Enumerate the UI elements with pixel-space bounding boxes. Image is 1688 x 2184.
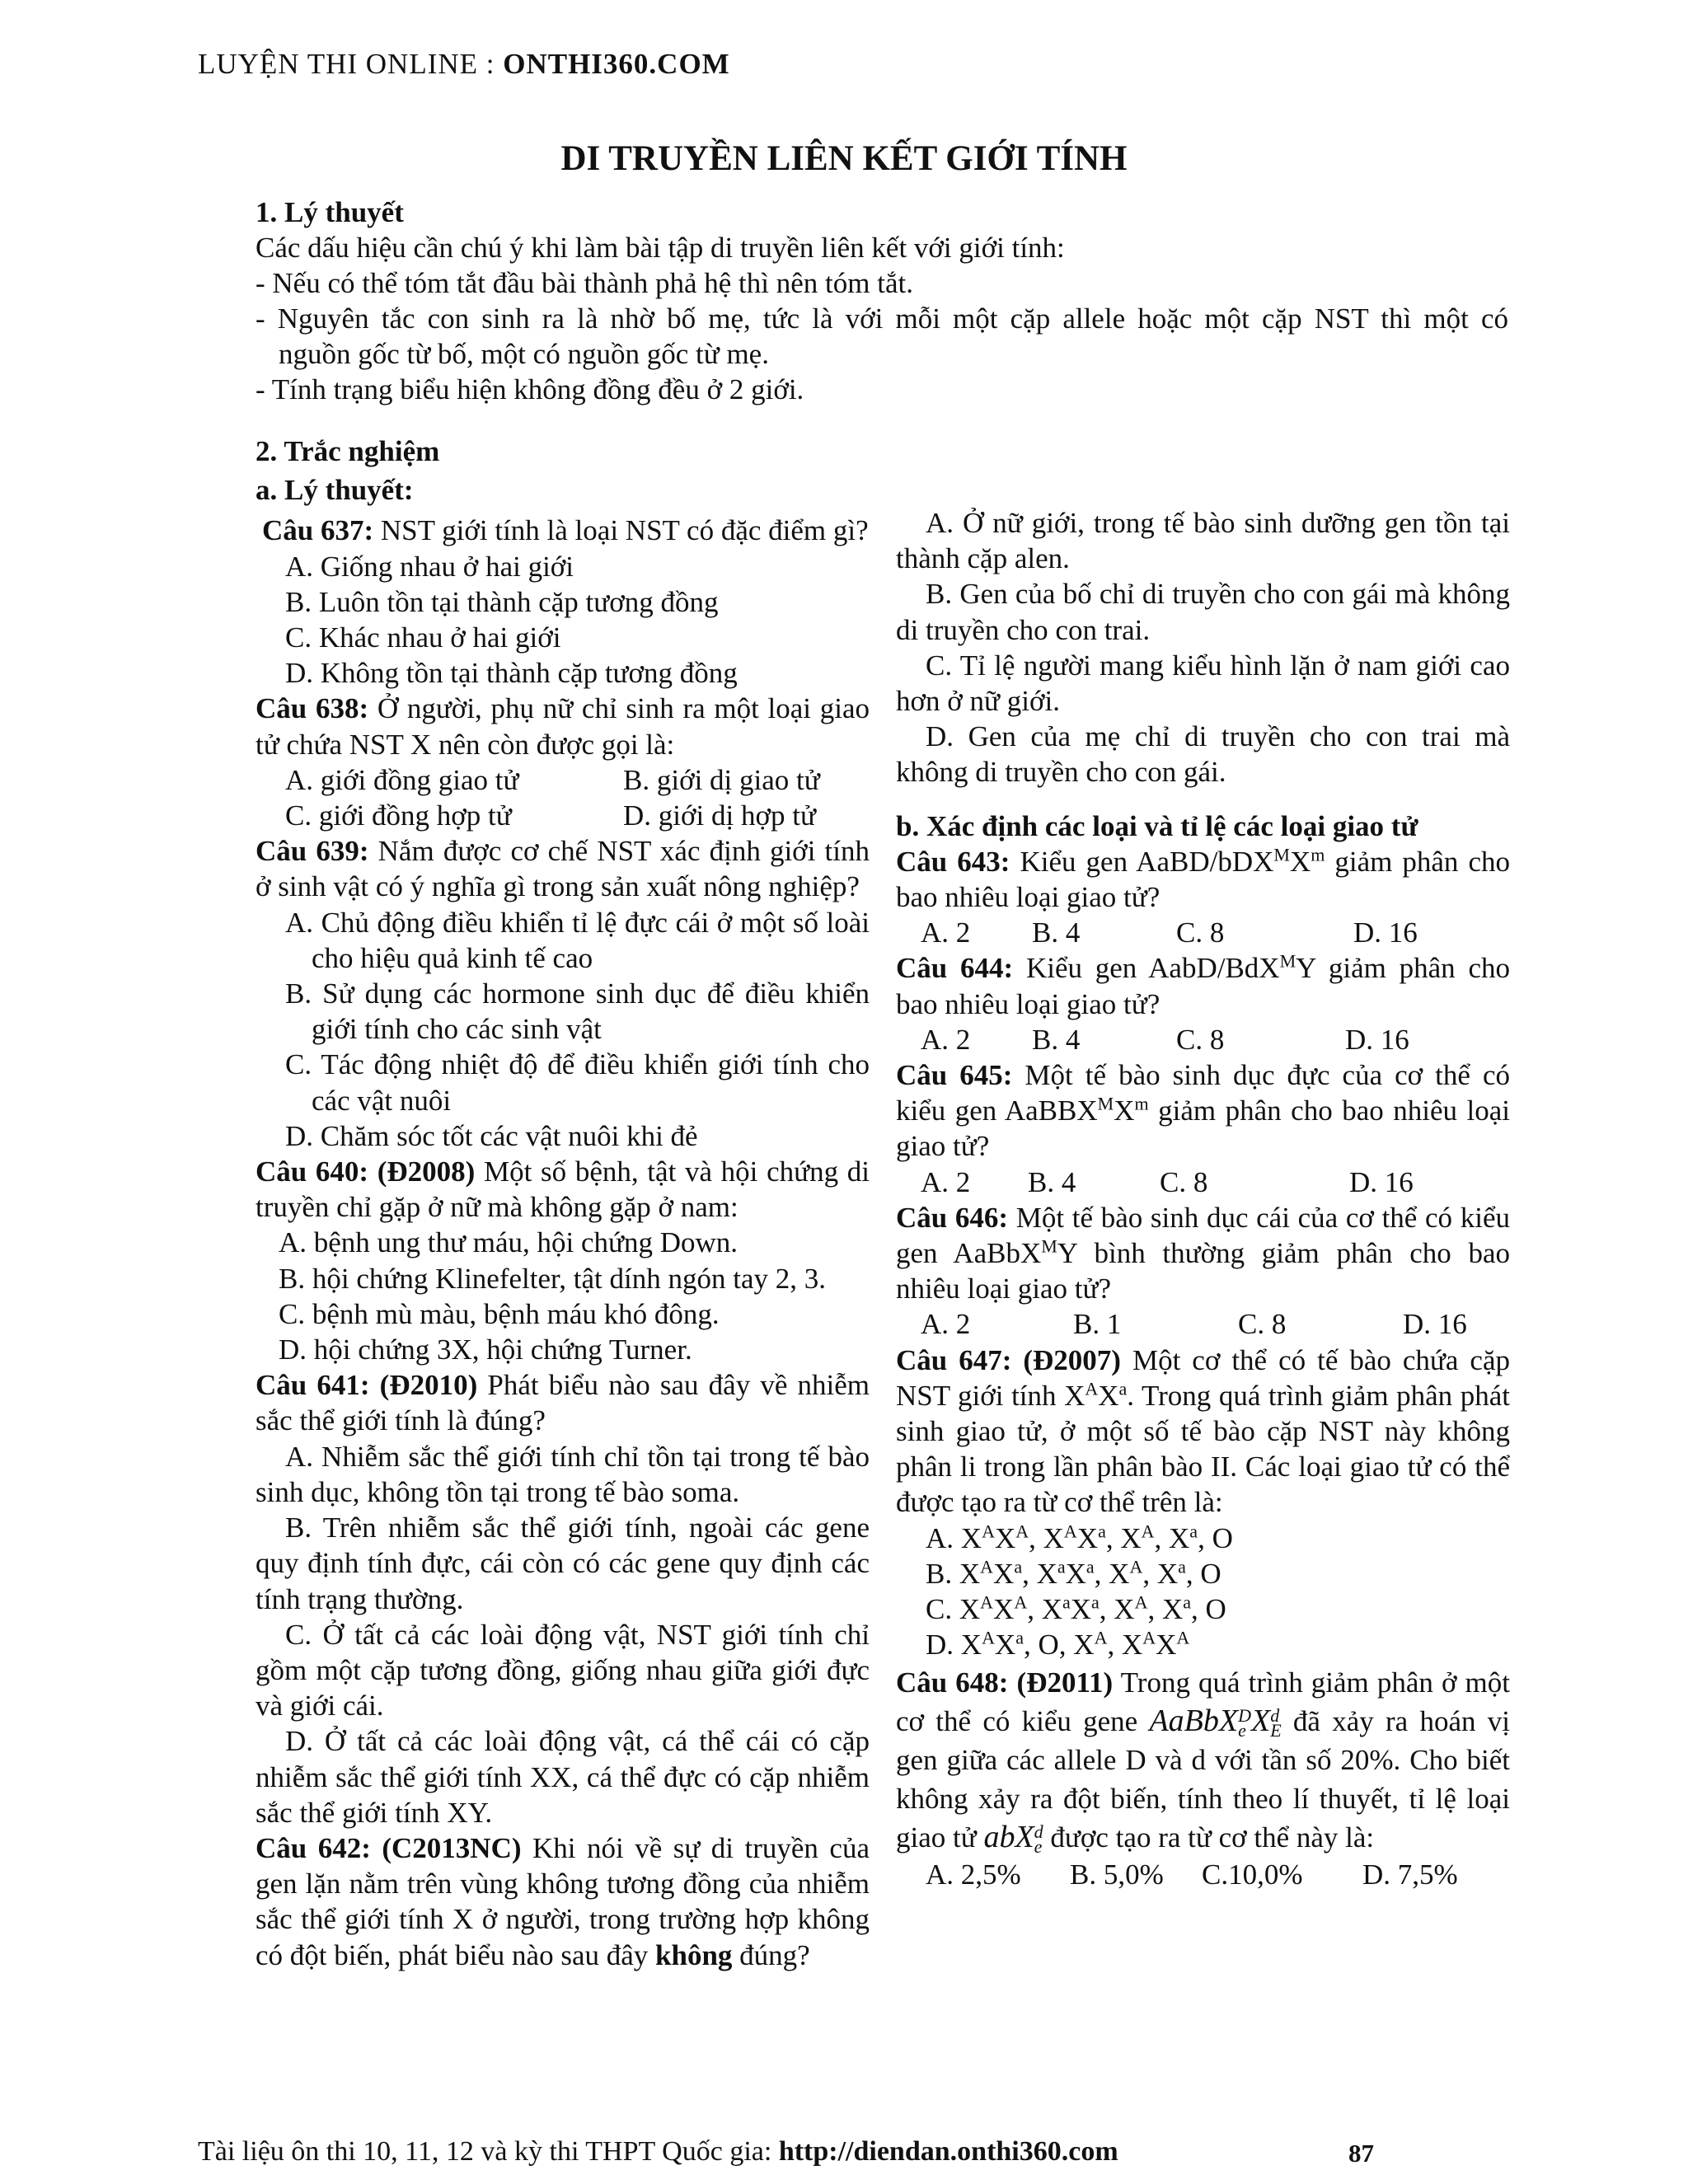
subsection-heading: a. Lý thuyết: xyxy=(256,474,414,507)
question-641 xyxy=(256,1367,870,1438)
gamete-formula xyxy=(983,1819,1043,1857)
subscript: E xyxy=(1270,1719,1282,1741)
superscript: a xyxy=(1015,1627,1024,1648)
separator: , xyxy=(1094,1557,1109,1590)
superscript: a xyxy=(1189,1521,1198,1542)
option-d[interactable] xyxy=(896,1627,1510,1662)
superscript: A xyxy=(1094,1627,1108,1648)
chromosome: X xyxy=(1169,1521,1190,1554)
page-footer xyxy=(198,2136,1118,2168)
question-637 xyxy=(256,513,870,548)
option-d[interactable]: D. 16 xyxy=(1403,1308,1467,1341)
option-d[interactable]: D. giới dị hợp tử xyxy=(623,799,816,832)
chromosome: X xyxy=(1109,1557,1130,1590)
superscript: A xyxy=(1142,1627,1156,1648)
chromosome: X xyxy=(960,1629,982,1661)
separator: , xyxy=(1107,1629,1122,1661)
option-a[interactable]: A. Ở nữ giới, trong tế bào sinh dưỡng gen tồn tại thành cặp alen. xyxy=(896,507,1510,575)
question-text: X xyxy=(1098,1379,1119,1412)
superscript: A xyxy=(1134,1591,1148,1613)
question-text: Khi nói về sự di truyền của gen lặn nằm trên vùng không tương đồng của nhiễm sắc thể giới tính X ở người, trong trường hợp không có đột biến, phát biểu nào sau đây xyxy=(256,1831,870,1971)
option-b[interactable] xyxy=(896,1556,1510,1591)
superscript: a xyxy=(1085,1556,1095,1577)
option-b[interactable]: B. Sử dụng các hormone sinh dục để điều khiển giới tính cho các sinh vật xyxy=(285,977,870,1046)
option-c[interactable]: C. giới đồng hợp tử xyxy=(285,799,512,832)
footer-text: Tài liệu ôn thi 10, 11, 12 và kỳ thi THPT Quốc gia: xyxy=(198,2136,779,2167)
question-text: Một tế bào sinh dục cái của cơ thể có kiểu gen AaBbX xyxy=(896,1201,1510,1270)
superscript: A xyxy=(982,1521,995,1542)
question-text: được tạo ra từ cơ thể này là: xyxy=(1043,1821,1375,1854)
question-label: Câu 643: xyxy=(896,845,1010,878)
question-text: giảm phân cho bao nhiêu loại giao tử? xyxy=(896,1094,1510,1163)
question-643 xyxy=(896,844,1510,915)
separator: , xyxy=(1185,1557,1201,1590)
theory-line: nguồn gốc từ bố, một có nguồn gốc từ mẹ. xyxy=(279,338,769,370)
chromosome: X xyxy=(1065,1557,1086,1590)
chromosome: X xyxy=(1043,1521,1064,1554)
option-b[interactable]: B. 1 xyxy=(1073,1308,1122,1341)
chromosome: X xyxy=(1121,1629,1143,1661)
separator: , xyxy=(1029,1521,1043,1554)
superscript: d xyxy=(1270,1704,1280,1726)
option-a[interactable]: A. Giống nhau ở hai giới xyxy=(285,550,574,583)
option-d[interactable]: D. Chăm sóc tốt các vật nuôi khi đẻ xyxy=(285,1119,698,1152)
left-column xyxy=(256,434,870,1973)
chromosome: X xyxy=(1073,1629,1095,1661)
chromosome: X xyxy=(1156,1629,1177,1661)
option-b[interactable]: B. Gen của bố chỉ di truyền cho con gái mà không di truyền cho con trai. xyxy=(896,578,1510,646)
superscript: A xyxy=(982,1627,995,1648)
option-d[interactable]: D. hội chứng 3X, hội chứng Turner. xyxy=(279,1333,692,1366)
question-text: giảm phân cho bao nhiêu loại giao tử? xyxy=(896,845,1510,914)
page-header xyxy=(198,48,730,81)
question-text: đã xảy ra hoán vị gen giữa các allele D và d với tần số 20%. Cho biết không xảy ra đột biến, tính theo lí thuyết, tỉ lệ loại giao tử xyxy=(896,1704,1510,1854)
superscript: a xyxy=(1014,1556,1023,1577)
question-text: NST giới tính là loại NST có đặc điểm gì? xyxy=(373,514,869,547)
chromosome: X xyxy=(1114,1593,1135,1626)
subsection-heading: b. Xác định các loại và tỉ lệ các loại giao tử xyxy=(896,809,1418,842)
question-text: X xyxy=(1289,845,1311,878)
theory-line: - Tính trạng biểu hiện không đồng đều ở 2 giới. xyxy=(256,373,804,405)
option-d[interactable]: D. Ở tất cả các loài động vật, cá thể cái có cặp nhiễm sắc thể giới tính XX, cá thể đực có cặp nhiễm sắc thể giới tính XY. xyxy=(256,1725,870,1829)
genotype-formula xyxy=(1149,1703,1282,1741)
question-label: Câu 639: xyxy=(256,835,369,868)
question-text: Ở người, phụ nữ chỉ sinh ra một loại giao tử chứa NST X nên còn được gọi là: xyxy=(256,692,870,761)
options-row xyxy=(896,1165,1510,1200)
question-647 xyxy=(896,1343,1510,1521)
superscript: M xyxy=(1279,950,1296,972)
separator: , xyxy=(1024,1629,1039,1661)
separator: , xyxy=(1105,1521,1121,1554)
question-text: Phát biểu nào sau đây về nhiễm sắc thể giới tính là đúng? xyxy=(256,1369,870,1437)
question-label: Câu 647: (Đ2007) xyxy=(896,1343,1121,1376)
question-645 xyxy=(896,1057,1510,1165)
superscript: A xyxy=(980,1556,994,1577)
question-text: X xyxy=(1114,1094,1135,1127)
question-640 xyxy=(256,1154,870,1225)
chromosome: X xyxy=(960,1521,982,1554)
superscript: a xyxy=(1183,1591,1192,1613)
question-label: Câu 640: (Đ2008) xyxy=(256,1155,476,1188)
option-letter: D. xyxy=(926,1629,954,1661)
question-text: Y giảm phân cho bao nhiêu loại giao tử? xyxy=(896,952,1510,1020)
formula-scripts xyxy=(1238,1704,1251,1741)
option-letter: A. xyxy=(926,1521,954,1554)
option-b[interactable]: B. 4 xyxy=(1032,916,1081,949)
option-c[interactable]: C.10,0% xyxy=(1202,1858,1303,1891)
formula-scripts xyxy=(1034,1821,1043,1857)
right-column xyxy=(896,434,1510,1892)
theory-section xyxy=(256,194,1508,407)
options-row xyxy=(256,798,870,833)
option-d[interactable]: D. Gen của mẹ chỉ di truyền cho con trai mà không di truyền cho con gái. xyxy=(896,720,1510,789)
question-label: Câu 637: xyxy=(262,514,374,547)
nullisomic: O xyxy=(1212,1521,1233,1554)
option-b[interactable]: B. 5,0% xyxy=(1070,1858,1164,1891)
chromosome: X xyxy=(1041,1593,1062,1626)
superscript: A xyxy=(1176,1627,1190,1648)
question-644 xyxy=(896,950,1510,1021)
question-label: Câu 638: xyxy=(256,692,369,725)
option-a[interactable]: A. 2 xyxy=(921,1023,971,1056)
option-a[interactable]: A. 2 xyxy=(921,916,971,949)
separator: , xyxy=(1198,1521,1212,1554)
question-text: Trong quá trình giảm phân ở một cơ thể có kiểu gene xyxy=(896,1666,1510,1737)
option-a[interactable]: A. 2,5% xyxy=(926,1858,1021,1891)
superscript: a xyxy=(1098,1521,1106,1542)
question-638 xyxy=(256,691,870,762)
separator: , xyxy=(1022,1557,1037,1590)
theory-line: Các dấu hiệu cần chú ý khi làm bài tập di truyền liên kết với giới tính: xyxy=(256,232,1065,264)
page-number: 87 xyxy=(1348,2139,1374,2168)
nullisomic: O xyxy=(1205,1593,1226,1626)
options-row xyxy=(256,762,870,798)
header-prefix: LUYỆN THI ONLINE : xyxy=(198,48,504,80)
superscript: a xyxy=(1057,1556,1066,1577)
subscript: e xyxy=(1034,1835,1043,1857)
option-b[interactable]: B. giới dị giao tử xyxy=(623,763,820,796)
option-b[interactable]: B. 4 xyxy=(1028,1165,1076,1198)
option-c[interactable]: C. Khác nhau ở hai giới xyxy=(285,621,561,654)
question-text: Một tế bào sinh dục đực của cơ thể có kiểu gen AaBBX xyxy=(896,1059,1510,1127)
page-title: DI TRUYỀN LIÊN KẾT GIỚI TÍNH xyxy=(560,139,1128,178)
question-label: Câu 645: xyxy=(896,1059,1013,1092)
option-b[interactable]: B. 4 xyxy=(1032,1023,1081,1056)
superscript: D xyxy=(1238,1704,1251,1726)
superscript: M xyxy=(1041,1235,1057,1257)
superscript: A xyxy=(1141,1521,1155,1542)
superscript: a xyxy=(1091,1591,1100,1613)
question-text: Kiểu gen AaBD/bDX xyxy=(1010,845,1274,878)
question-text: . Trong quá trình giảm phân phát sinh giao tử, ở một số tế bào cặp NST này không phân li trong lần phân bào II. Các loại giao tử có thể được tạo ra từ cơ thể trên là: xyxy=(896,1379,1510,1519)
chromosome: X xyxy=(994,1521,1016,1554)
option-c[interactable]: C. 8 xyxy=(1176,1023,1225,1056)
separator: , xyxy=(1147,1593,1162,1626)
footer-link[interactable]: http://diendan.onthi360.com xyxy=(778,2136,1118,2167)
separator: , xyxy=(1099,1593,1114,1626)
superscript: d xyxy=(1034,1821,1043,1842)
nullisomic: O xyxy=(1200,1557,1221,1590)
theory-line: - Nếu có thể tóm tắt đầu bài thành phả hệ thì nên tóm tắt. xyxy=(256,267,913,299)
chromosome: X xyxy=(1156,1557,1179,1590)
chromosome: X xyxy=(959,1593,981,1626)
option-c[interactable]: C. Tỉ lệ người mang kiểu hình lặn ở nam giới cao hơn ở nữ giới. xyxy=(896,649,1510,718)
option-a[interactable]: A. Chủ động điều khiển tỉ lệ đực cái ở một số loài cho hiệu quả kinh tế cao xyxy=(285,906,870,974)
option-d[interactable]: D. 16 xyxy=(1353,916,1418,949)
superscript: A xyxy=(1085,1378,1099,1399)
superscript: A xyxy=(1129,1556,1143,1577)
theory-heading: 1. Lý thuyết xyxy=(256,196,404,228)
option-c[interactable]: C. 8 xyxy=(1176,916,1225,949)
separator: , xyxy=(1027,1593,1042,1626)
question-text: Nắm được cơ chế NST xác định giới tính ở sinh vật có ý nghĩa gì trong sản xuất nông nghiệp? xyxy=(256,835,870,903)
formula-scripts xyxy=(1270,1704,1282,1741)
chromosome: X xyxy=(1120,1521,1142,1554)
formula-part: AaBbX xyxy=(1149,1703,1239,1738)
question-text: Một cơ thể có tế bào chứa cặp NST giới tính X xyxy=(896,1343,1510,1412)
superscript: A xyxy=(1015,1521,1029,1542)
chromosome: X xyxy=(1036,1557,1057,1590)
option-a[interactable]: A. bệnh ung thư máu, hội chứng Down. xyxy=(279,1226,738,1259)
option-a[interactable]: A. 2 xyxy=(921,1308,971,1341)
section-heading: 2. Trắc nghiệm xyxy=(256,435,440,467)
chromosome: X xyxy=(994,1629,1016,1661)
header-site[interactable]: ONTHI360.COM xyxy=(503,48,730,80)
question-label: Câu 648: (Đ2011) xyxy=(896,1666,1114,1699)
question-639 xyxy=(256,833,870,904)
options-row xyxy=(896,1857,1510,1892)
option-b[interactable]: B. hội chứng Klinefelter, tật dính ngón tay 2, 3. xyxy=(279,1262,826,1295)
option-d[interactable]: D. 16 xyxy=(1349,1165,1414,1198)
superscript: A xyxy=(1014,1591,1028,1613)
question-642 xyxy=(256,1830,870,1973)
option-c[interactable]: C. 8 xyxy=(1160,1165,1208,1198)
option-a[interactable]: A. giới đồng giao tử xyxy=(285,763,519,796)
question-label: Câu 644: xyxy=(896,952,1014,985)
options-row xyxy=(896,915,1510,950)
question-negation: không xyxy=(655,1938,733,1971)
option-b[interactable]: B. Luôn tồn tại thành cặp tương đồng xyxy=(285,585,719,618)
theory-line: - Nguyên tắc con sinh ra là nhờ bố mẹ, tức là với mỗi một cặp allele hoặc một cặp NST thì một có xyxy=(256,302,1508,335)
question-648 xyxy=(896,1663,1510,1857)
question-text: Một số bệnh, tật và hội chứng di truyền chỉ gặp ở nữ mà không gặp ở nam: xyxy=(256,1155,870,1224)
superscript: a xyxy=(1062,1591,1071,1613)
option-c[interactable]: C. 8 xyxy=(1238,1308,1287,1341)
question-label: Câu 642: (C2013NC) xyxy=(256,1831,522,1864)
superscript: M xyxy=(1273,844,1290,865)
formula-part: abX xyxy=(983,1819,1034,1854)
chromosome: X xyxy=(1076,1521,1099,1554)
superscript: m xyxy=(1134,1093,1149,1114)
chromosome: X xyxy=(1070,1593,1092,1626)
superscript: A xyxy=(1063,1521,1077,1542)
question-label: Câu 641: (Đ2010) xyxy=(256,1369,478,1402)
chromosome: X xyxy=(1161,1593,1184,1626)
separator: , xyxy=(1142,1557,1157,1590)
option-c[interactable] xyxy=(896,1591,1510,1627)
option-a[interactable]: A. Nhiễm sắc thể giới tính chỉ tồn tại trong tế bào sinh dục, không tồn tại trong tế bào soma. xyxy=(256,1440,870,1508)
options-row xyxy=(896,1022,1510,1057)
option-letter: C. xyxy=(926,1593,953,1626)
separator: , xyxy=(1191,1593,1206,1626)
chromosome: X xyxy=(959,1557,981,1590)
question-text: Y bình thường giảm phân cho bao nhiêu loại giao tử? xyxy=(896,1237,1510,1305)
option-d[interactable]: D. 7,5% xyxy=(1362,1858,1458,1891)
superscript: M xyxy=(1097,1093,1114,1114)
question-text: Kiểu gen AabD/BdX xyxy=(1013,952,1280,985)
chromosome: X xyxy=(993,1593,1015,1626)
option-c[interactable]: C. Ở tất cả các loài động vật, NST giới tính chỉ gồm một cặp tương đồng, giống nhau giữa giới đực và giới cái. xyxy=(256,1618,870,1722)
option-letter: B. xyxy=(926,1557,953,1590)
option-a[interactable]: A. 2 xyxy=(921,1165,971,1198)
option-b[interactable]: B. Trên nhiễm sắc thể giới tính, ngoài các gene quy định tính đực, cái còn có các gene quy định các tính trạng thường. xyxy=(256,1511,870,1615)
separator: , xyxy=(1058,1629,1074,1661)
subscript: e xyxy=(1238,1719,1246,1741)
separator: , xyxy=(1154,1521,1170,1554)
superscript: a xyxy=(1178,1556,1186,1577)
question-646 xyxy=(896,1200,1510,1307)
formula-part: X xyxy=(1251,1703,1271,1738)
option-a[interactable] xyxy=(896,1521,1510,1556)
question-label: Câu 646: xyxy=(896,1201,1009,1234)
option-c[interactable]: C. Tác động nhiệt độ để điều khiển giới tính cho các vật nuôi xyxy=(285,1048,870,1117)
option-d[interactable]: D. 16 xyxy=(1345,1023,1409,1056)
option-c[interactable]: C. bệnh mù màu, bệnh máu khó đông. xyxy=(279,1297,720,1330)
superscript: A xyxy=(980,1591,994,1613)
chromosome: X xyxy=(993,1557,1015,1590)
superscript: m xyxy=(1311,844,1325,865)
question-text: đúng? xyxy=(732,1938,810,1971)
option-d[interactable]: D. Không tồn tại thành cặp tương đồng xyxy=(285,657,738,690)
superscript: a xyxy=(1118,1378,1128,1399)
nullisomic: O xyxy=(1038,1629,1059,1661)
options-row xyxy=(896,1306,1510,1342)
